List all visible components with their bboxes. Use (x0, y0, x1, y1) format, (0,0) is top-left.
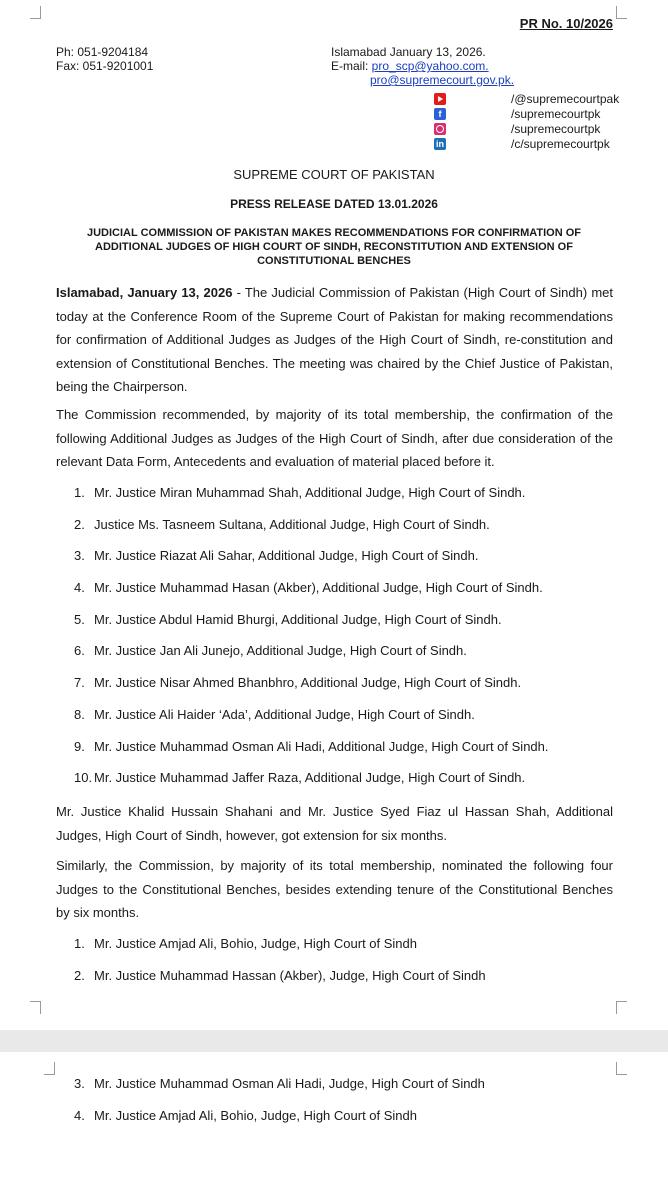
press-release-number: PR No. 10/2026 (519, 16, 613, 31)
crop-mark (30, 6, 41, 19)
list-item: 4. Mr. Justice Amjad Ali, Bohio, Judge, High Court of Sindh (74, 1108, 418, 1123)
email-link-scp[interactable]: pro@supremecourt.gov.pk. (370, 73, 515, 87)
linkedin-handle: /c/supremecourtpk (511, 136, 610, 151)
facebook-icon: f (434, 108, 446, 120)
paragraph-nomination: Similarly, the Commission, by majority of its total membership, nominated the following four Judges to the Constitutional Benches, besides extending tenure of the Constitutional Benches by six months. (56, 858, 613, 920)
dateline: Islamabad, January 13, 2026 (56, 285, 233, 300)
press-release-date: PRESS RELEASE DATED 13.01.2026 (230, 197, 438, 211)
fax-number: Fax: 051-9201001 (56, 59, 154, 73)
list-item: 2. Justice Ms. Tasneem Sultana, Additional Judge, High Court of Sindh. (74, 516, 490, 532)
instagram-icon (434, 123, 446, 135)
social-youtube[interactable] (434, 91, 619, 106)
list-item: 2. Mr. Justice Muhammad Hassan (Akber), Judge, High Court of Sindh (74, 967, 486, 983)
crop-mark (30, 1001, 41, 1014)
social-linkedin[interactable] (434, 136, 619, 151)
intro-text: - The Judicial Commission of Pakistan (High Court of Sindh) met today at the Conference Room of the Supreme Court of Pakistan for making recommendations for confirmation of Additional Judges as Judges of the High Court of Sindh, re-constitution and extension of Constitutional Benches. The meeting was chaired by the Chief Justice of Pakistan, being the Chairperson. (56, 285, 613, 394)
list-item: 3. Mr. Justice Riazat Ali Sahar, Additional Judge, High Court of Sindh. (74, 548, 479, 564)
phone-fax-block (56, 45, 153, 73)
page-separator (0, 1030, 668, 1052)
email-line (331, 59, 514, 73)
email-label: E-mail: (331, 59, 372, 73)
list-item: 7. Mr. Justice Nisar Ahmed Bhanbhro, Additional Judge, High Court of Sindh. (74, 675, 522, 691)
list-item: 4. Mr. Justice Muhammad Hasan (Akber), Additional Judge, High Court of Sindh. (74, 580, 543, 596)
place-date: Islamabad January 13, 2026. (331, 45, 486, 59)
confirmation-list (74, 485, 614, 802)
social-facebook[interactable] (434, 106, 619, 121)
list-item: 6. Mr. Justice Jan Ali Junejo, Additional Judge, High Court of Sindh. (74, 643, 467, 659)
organization-name: SUPREME COURT OF PAKISTAN (233, 167, 435, 182)
list-item: 9. Mr. Justice Muhammad Osman Ali Hadi, Additional Judge, High Court of Sindh. (74, 738, 549, 754)
linkedin-icon: in (436, 138, 444, 149)
paragraph-intro (56, 281, 613, 399)
phone-number: Ph: 051-9204184 (56, 45, 149, 59)
list-item: 10. Mr. Justice Muhammad Jaffer Raza, Additional Judge, High Court of Sindh. (74, 770, 526, 786)
list-item: 5. Mr. Justice Abdul Hamid Bhurgi, Additional Judge, High Court of Sindh. (74, 611, 502, 627)
list-item: 1. Mr. Justice Amjad Ali, Bohio, Judge, High Court of Sindh (74, 936, 418, 951)
list-item: 8. Mr. Justice Ali Haider ‘Ada’, Additional Judge, High Court of Sindh. (74, 706, 475, 722)
instagram-handle: /supremecourtpk (511, 121, 601, 136)
nomination-list (74, 936, 614, 999)
list-item: 1. Mr. Justice Miran Muhammad Shah, Additional Judge, High Court of Sindh. (74, 485, 526, 500)
location-email-block (331, 45, 514, 87)
page-2 (0, 1052, 668, 1200)
nomination-list-continued (74, 1076, 614, 1140)
paragraph-recommendation: The Commission recommended, by majority of its total membership, the confirmation of the following Additional Judges as Judges of the High Court of Sindh, after due consideration of the relevant Data Form, Antecedents and evaluation of material placed before it. (56, 407, 613, 469)
crop-mark (44, 1062, 55, 1075)
crop-mark (616, 1062, 627, 1075)
crop-mark (616, 6, 627, 19)
crop-mark (616, 1001, 627, 1014)
email-link-yahoo[interactable]: pro_scp@yahoo.com. (371, 59, 489, 73)
paragraph-extension: Mr. Justice Khalid Hussain Shahani and Mr. Justice Syed Fiaz ul Hassan Shah, Additional Judges, High Court of Sindh, however, got extension for six months. (56, 804, 613, 843)
youtube-icon (434, 93, 446, 105)
facebook-handle: /supremecourtpk (511, 106, 601, 121)
social-media-list (434, 91, 619, 151)
social-instagram[interactable] (434, 121, 619, 136)
headline: JUDICIAL COMMISSION OF PAKISTAN MAKES RECOMMENDATIONS FOR CONFIRMATION OF ADDITIONAL JUDGES OF HIGH COURT OF SINDH, RECONSTITUTION AND EXTENSION OF CONSTITUTIONAL BENCHES (87, 227, 581, 267)
youtube-handle: /@supremecourtpak (511, 91, 620, 106)
list-item: 3. Mr. Justice Muhammad Osman Ali Hadi, Judge, High Court of Sindh (74, 1076, 485, 1091)
